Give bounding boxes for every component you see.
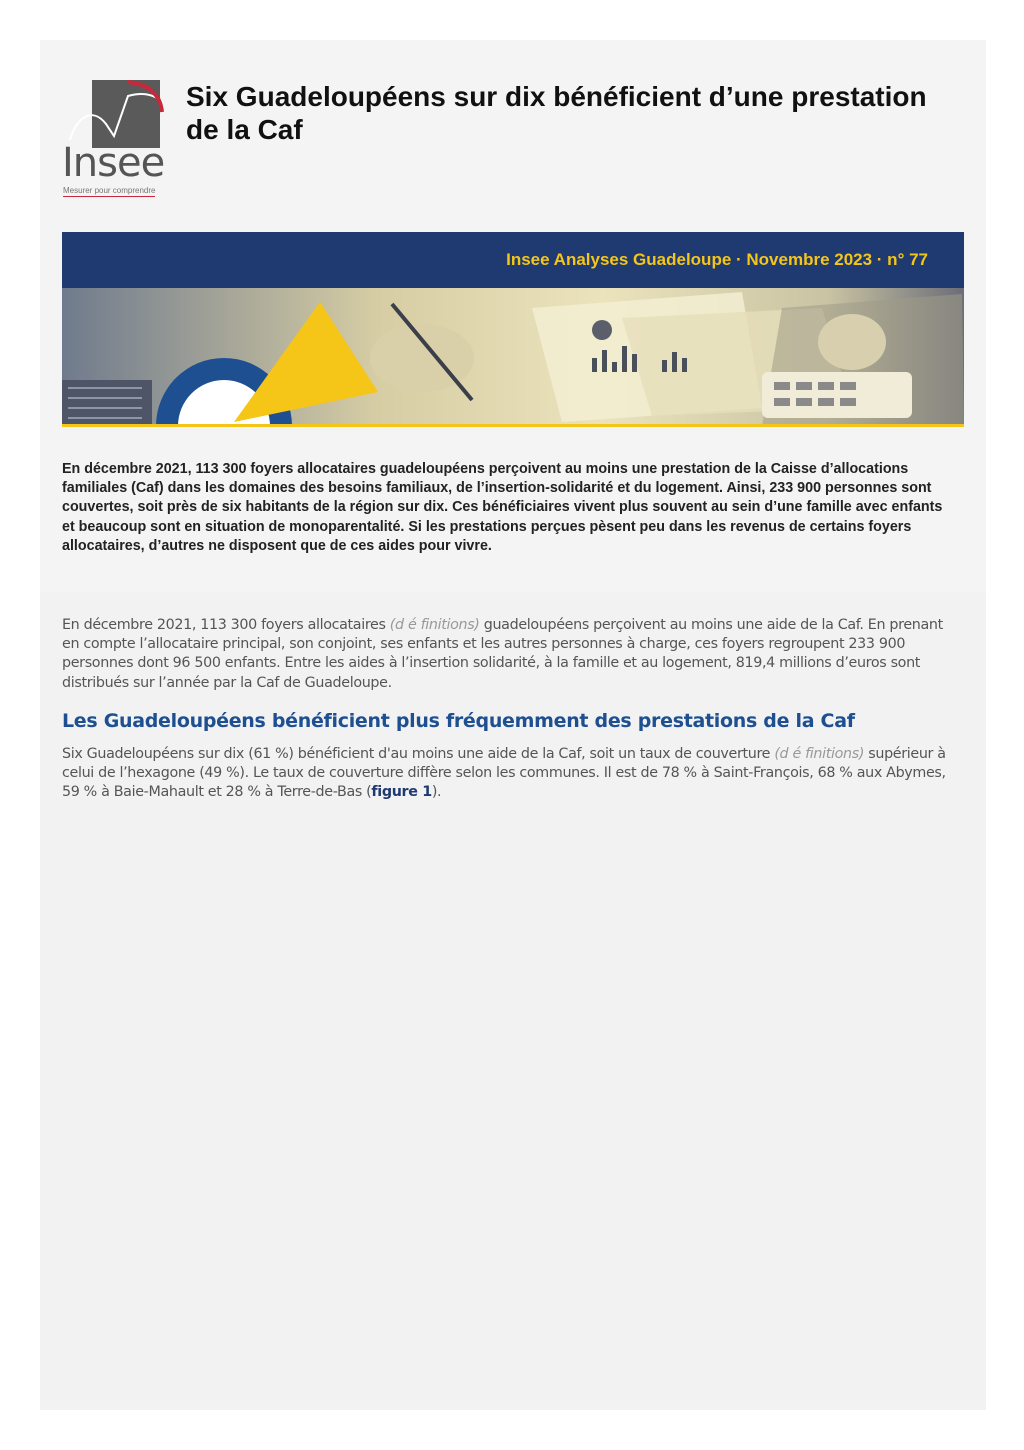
publication-banner	[62, 232, 964, 288]
hero-photo-icon	[62, 288, 964, 426]
insee-logo[interactable]	[62, 78, 172, 198]
logo-tagline: Mesurer pour comprendre	[63, 186, 156, 195]
logo-wordmark: Insee	[62, 140, 165, 186]
definitions-link[interactable]: (d é finitions)	[389, 617, 480, 633]
page-title: Six Guadeloupéens sur dix bénéficient d’une prestation de la Caf	[186, 81, 927, 145]
intro-paragraph	[62, 616, 964, 693]
summary-paragraph: En décembre 2021, 113 300 foyers allocataires guadeloupéens perçoivent au moins une prestation de la Caisse d’allocations familiales (Caf) dans les domaines des besoins familiaux, de l’insertion-solidarité et du logement. Ainsi, 233 900 personnes sont couvertes, soit près de six habitants de la région sur dix. Ces bénéficiaires vivent plus souvent au sein d’une famille avec enfants et beaucoup sont en situation de monoparentalité. Si les prestations perçues pèsent peu dans les revenus de certains foyers allocataires, d’autres ne disposent que de ces aides pour vivre.	[62, 461, 943, 554]
definitions-link[interactable]: (d é finitions)	[774, 746, 865, 762]
document-page	[40, 40, 986, 1410]
figure-link[interactable]: figure 1	[371, 784, 432, 801]
coverage-text-end: ).	[431, 784, 442, 801]
hero-underline	[62, 424, 964, 427]
coverage-text-middle: supérieur à celui de l’hexagone (49 %). Le taux de couverture diffère selon les communes. Il est de 78 % à Saint-François, 68 % aux Abymes, 59 % à Baie-Mahault et 28 % à Terre-de-Bas (	[62, 746, 946, 801]
coverage-text-start: Six Guadeloupéens sur dix (61 %) bénéficient d'au moins une aide de la Caf, soit un taux de couverture	[62, 746, 775, 762]
section-heading: Les Guadeloupéens bénéficient plus fréquemment des prestations de la Caf	[62, 710, 855, 732]
publication-reference: Insee Analyses Guadeloupe · Novembre 2023 · n° 77	[506, 250, 928, 269]
intro-text-end: guadeloupéens perçoivent au moins une aide de la Caf. En prenant en compte l’allocataire principal, son conjoint, ses enfants et les autres personnes à charge, ces foyers regroupent 233 900 personnes dont 96 500 enfants. Entre les aides à l’insertion solidarité, à la famille et au logement, 819,4 millions d’euros sont distribués sur l’année par la Caf de Guadeloupe.	[62, 617, 943, 691]
intro-text-start: En décembre 2021, 113 300 foyers allocataires	[62, 617, 390, 633]
coverage-paragraph	[62, 745, 964, 803]
